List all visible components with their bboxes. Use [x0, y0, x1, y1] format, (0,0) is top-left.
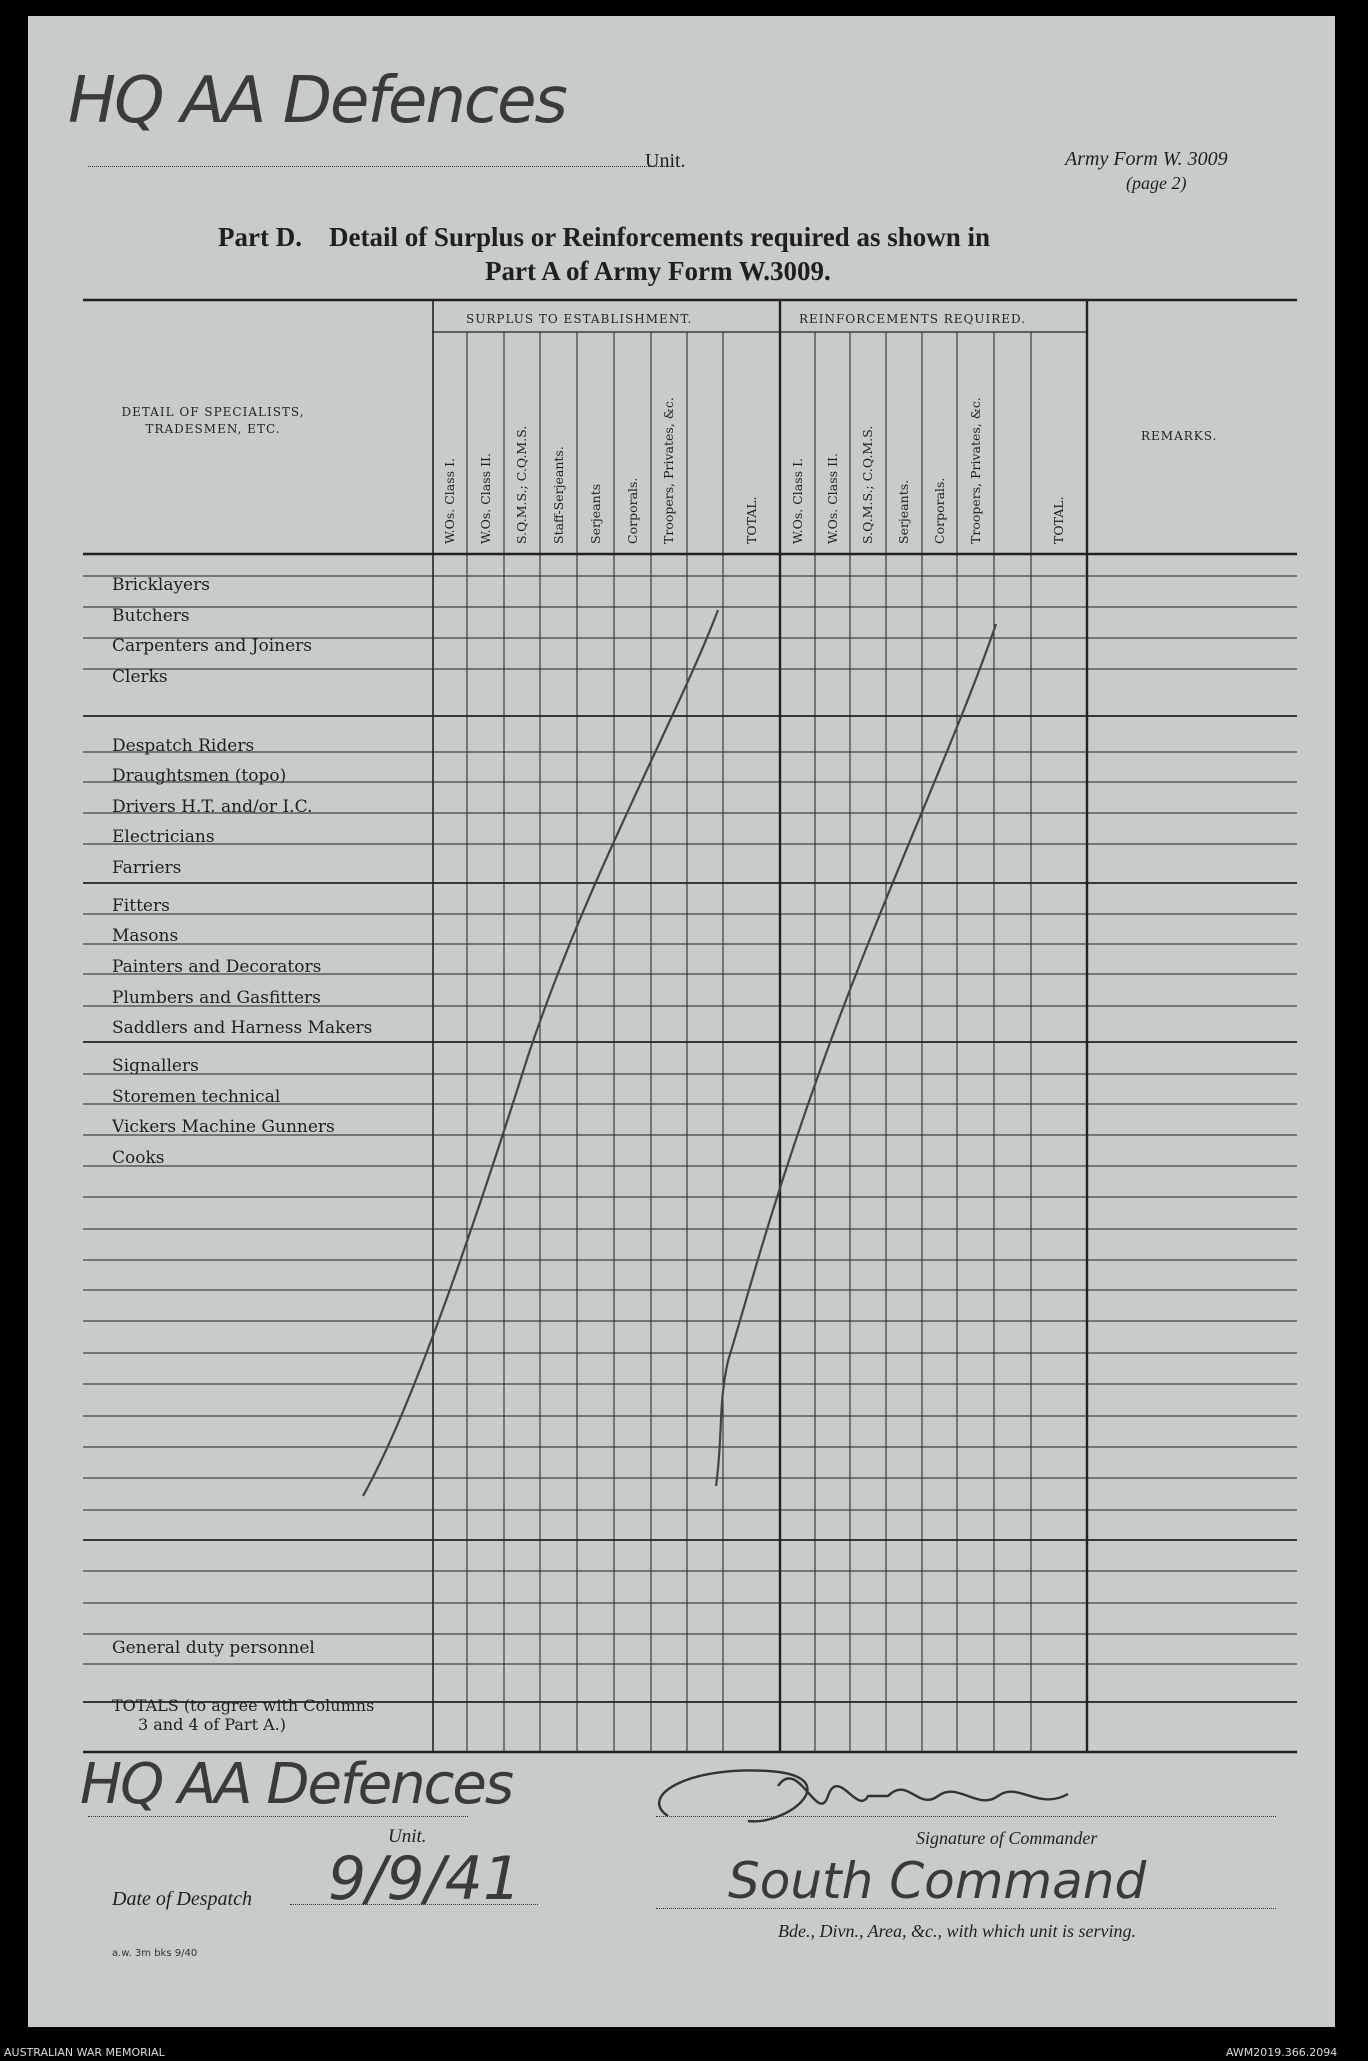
reinforce-col-header-1: W.Os. Class II.: [824, 453, 840, 544]
unit-handwritten: HQ AA Defences: [68, 64, 566, 138]
row-label: Draughtsmen (topo): [112, 766, 287, 786]
surplus-col-header-3: Staff-Serjeants.: [550, 446, 566, 544]
reinforce-col-header-5: Troopers, Privates, &c.: [967, 397, 983, 544]
reinforce-col-header-0: W.Os. Class I.: [789, 458, 805, 544]
totals-line1: TOTALS (to agree with Columns: [112, 1696, 375, 1715]
row-label: Signallers: [112, 1056, 199, 1076]
surplus-col-header-6: Troopers, Privates, &c.: [661, 397, 676, 544]
surplus-col-header-4: Serjeants: [587, 483, 603, 544]
form-title-line1: Part D. Detail of Surplus or Reinforcements required as shown in: [218, 222, 991, 252]
reinforcement-strike-line: [716, 624, 996, 1486]
reinforce-col-header-3: Serjeants.: [896, 479, 911, 544]
row-label: Bricklayers: [112, 575, 210, 595]
date-label: Date of Despatch: [112, 1888, 252, 1910]
row-label: Despatch Riders: [112, 736, 255, 756]
signature-scrawl: [659, 1770, 1068, 1821]
reinforce-col-header-4: Corporals.: [931, 477, 947, 544]
row-label: Storemen technical: [112, 1087, 281, 1107]
footer-left: AUSTRALIAN WAR MEMORIAL: [4, 2046, 165, 2059]
row-label: Masons: [112, 926, 179, 946]
surplus-col-header-5: Corporals.: [624, 477, 640, 544]
surplus-header: SURPLUS TO ESTABLISHMENT.: [466, 312, 693, 326]
bde-label: Bde., Divn., Area, &c., with which unit is serving.: [778, 1921, 1136, 1941]
sig-unit-label: Unit.: [388, 1826, 427, 1847]
row-label: Farriers: [112, 858, 182, 878]
unit-label: Unit.: [645, 150, 686, 172]
printer-note: a.w. 3m bks 9/40: [112, 1948, 198, 1959]
reinforce-col-header-7: TOTAL.: [1051, 496, 1066, 544]
row-label: Carpenters and Joiners: [112, 636, 313, 656]
date-handwritten: 9/9/41: [328, 1844, 522, 1914]
surplus-col-header-1: W.Os. Class II.: [477, 453, 493, 544]
surplus-col-header-8: TOTAL.: [743, 496, 759, 544]
row-label: General duty personnel: [112, 1638, 315, 1658]
surplus-strike-line: [363, 610, 718, 1496]
row-label: Saddlers and Harness Makers: [112, 1018, 373, 1038]
footer-right: AWM2019.366.2094: [1226, 2046, 1338, 2059]
form-name: Army Form W. 3009: [1065, 148, 1228, 170]
sig-unit-line: [88, 1816, 468, 1817]
surplus-col-header-2: S.Q.M.S.; C.Q.M.S.: [514, 425, 529, 544]
form-page: [28, 16, 1335, 2027]
sig-unit-handwritten: HQ AA Defences: [80, 1752, 513, 1817]
row-label: Fitters: [112, 896, 170, 916]
command-handwritten: South Command: [728, 1852, 1147, 1910]
detail-header-line2: TRADESMEN, ETC.: [145, 422, 281, 436]
reinforcements-header: REINFORCEMENTS REQUIRED.: [799, 312, 1027, 326]
detail-header-line1: DETAIL OF SPECIALISTS,: [121, 405, 305, 419]
reinforce-col-header-2: S.Q.M.S.; C.Q.M.S.: [860, 425, 875, 544]
row-label: Plumbers and Gasfitters: [112, 988, 321, 1008]
row-label: Clerks: [112, 667, 168, 687]
row-label: Butchers: [112, 606, 190, 626]
totals-line2: 3 and 4 of Part A.): [138, 1715, 286, 1734]
form-title-line2: Part A of Army Form W.3009.: [485, 256, 831, 286]
row-label: Cooks: [112, 1148, 165, 1168]
commander-label: Signature of Commander: [916, 1828, 1098, 1848]
remarks-header: REMARKS.: [1141, 429, 1218, 443]
row-label: Drivers H.T. and/or I.C.: [112, 797, 313, 817]
row-label: Painters and Decorators: [112, 957, 322, 977]
bde-line: [656, 1908, 1276, 1909]
pencil-strikethrough: [28, 16, 1335, 2027]
form-page: (page 2): [1126, 173, 1187, 193]
row-label: Electricians: [112, 827, 215, 847]
surplus-col-header-0: W.Os. Class I.: [442, 458, 457, 544]
row-label: Vickers Machine Gunners: [112, 1117, 335, 1137]
